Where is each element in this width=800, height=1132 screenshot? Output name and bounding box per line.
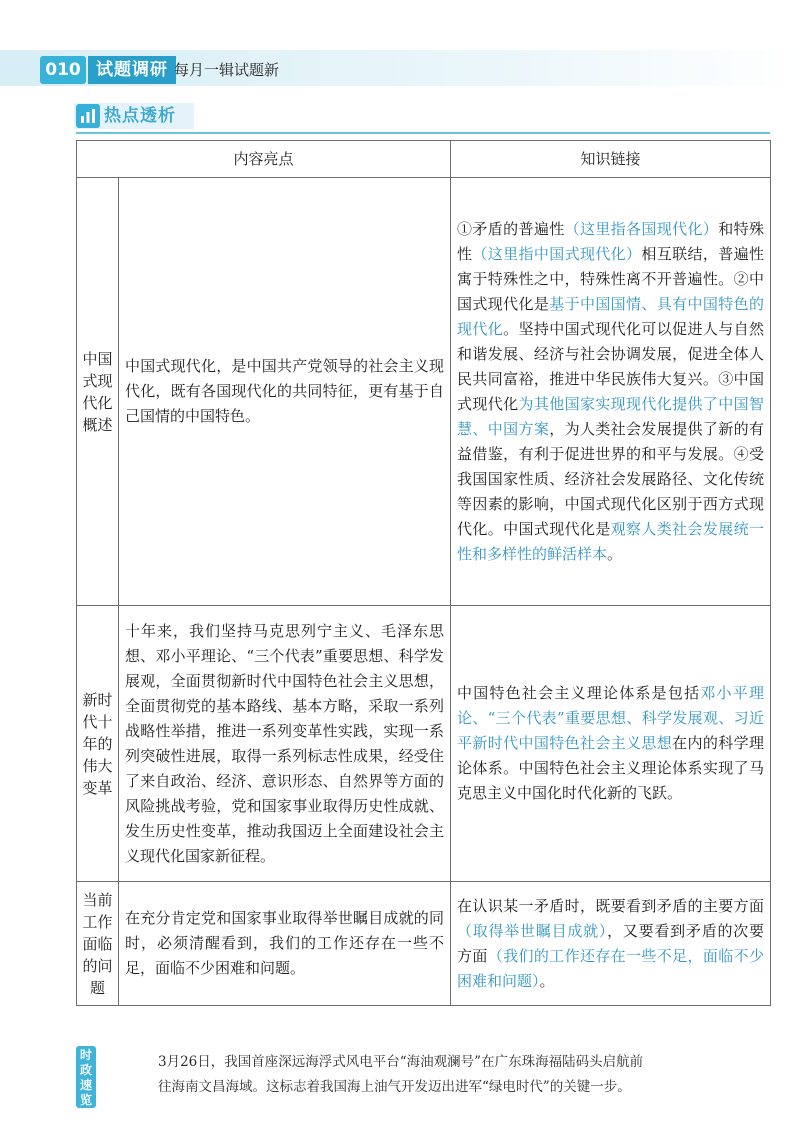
news-tag: 时政速览 xyxy=(76,1046,96,1108)
row-category: 新时代十年的伟大变革 xyxy=(77,606,119,882)
news-line: 3月26日，我国首座深远海浮式风电平台“海油观澜号”在广东珠海福陆码头启航前 xyxy=(158,1054,644,1070)
body-text: 。 xyxy=(539,971,555,990)
news-line: 往海南文昌海域。这标志着我国海上油气开发迈出进军“绿电时代”的关键一步。 xyxy=(158,1079,631,1095)
row-content xyxy=(119,178,451,606)
highlight-text: 观察人类社会发展统一性和多样性的鲜活样本 xyxy=(457,519,764,563)
column-header-content: 内容亮点 xyxy=(77,141,451,178)
body-text: 在充分肯定党和国家事业取得举世瞩目成就的同时，必须清醒看到，我们的工作还存在一些不足，面临不少困难和问题。 xyxy=(125,909,445,977)
table-row xyxy=(77,606,771,882)
body-text: 在认识某一矛盾时，既要看到矛盾的主要方面 xyxy=(457,896,765,915)
page-header xyxy=(0,0,800,140)
body-text: 。坚持中国式现代化可以促进人与自然和谐发展、经济与社会协调发展，促进全体人民共同富裕，推进中华民族伟大复兴。③中国式现代化 xyxy=(457,319,765,413)
body-text: 十年来，我们坚持马克思列宁主义、毛泽东思想、邓小平理论、“三个代表”重要思想、科学发展观，全面贯彻新时代中国特色社会主义思想，全面贯彻党的基本路线、基本方略，采取一系列战略性举措，推进一系列变革性实践，实现一系列突破性进展，取得一系列标志性成果，经受住了来自政治、经济、意识形态、自然界等方面的风险挑战考验，党和国家事业取得历史性成就、发生历史性变革，推动我国迈上全面建设社会主义现代化国家新征程。 xyxy=(125,621,445,865)
body-text: 中国特色社会主义理论体系是包括 xyxy=(457,684,701,702)
row-category: 当前工作面临的问题 xyxy=(77,882,119,1006)
highlight-text: 为其他国家实现现代化提供了中国智慧、中国方案 xyxy=(457,394,764,438)
highlight-text: 基于中国国情、具有中国特色的现代化 xyxy=(457,294,764,338)
row-content xyxy=(119,606,451,882)
body-text: ，为人类社会发展提供了新的有益借鉴，有利于促进世界的和平与发展。④受我国国家性质、经济社会发展路径、文化传统等因素的影响，中国式现代化区别于西方式现代化。中国式现代化是 xyxy=(457,419,765,538)
table-row xyxy=(77,178,771,606)
highlight-text: （这里指中国式现代化） xyxy=(472,244,642,263)
highlight-text: 邓小平理论、“三个代表”重要思想、科学发展观、习近平新时代中国特色社会主义思想 xyxy=(457,684,765,752)
news-text xyxy=(158,1050,768,1100)
section-subtitle: 每月一辑试题新 xyxy=(174,61,280,79)
news-footer xyxy=(76,1046,770,1107)
hot-topic-title: 热点透析 xyxy=(104,106,176,126)
row-knowledge-link xyxy=(451,882,771,1006)
column-header-link: 知识链接 xyxy=(451,141,771,178)
row-category: 中国式现代化概述 xyxy=(77,178,119,606)
body-text: 和特殊性 xyxy=(457,219,764,263)
page-number: 010 xyxy=(40,56,86,84)
table-row xyxy=(77,882,771,1006)
row-knowledge-link xyxy=(451,178,771,606)
section-title: 试题调研 xyxy=(88,56,176,84)
highlight-text: （取得举世瞩目成就） xyxy=(457,921,608,940)
highlight-text: （这里指各国现代化） xyxy=(564,219,719,238)
body-text: 中国式现代化，是中国共产党领导的社会主义现代化，既有各国现代化的共同特征，更有基于自己国情的中国特色。 xyxy=(125,357,445,425)
table-header-row xyxy=(77,141,771,178)
divider xyxy=(76,132,770,134)
body-text: ①矛盾的普遍性 xyxy=(457,219,565,238)
body-text: 。 xyxy=(607,544,623,563)
analysis-table xyxy=(76,140,771,1006)
row-knowledge-link xyxy=(451,606,771,882)
highlight-text: （我们的工作还存在一些不足，面临不少困难和问题） xyxy=(457,946,764,990)
body-text: ，又要看到矛盾的次要方面 xyxy=(457,921,764,965)
body-text: 相互联结，普遍性寓于特殊性之中，特殊性离不开普遍性。②中国式现代化是 xyxy=(457,244,765,313)
bar-chart-icon xyxy=(76,104,100,128)
row-content xyxy=(119,882,451,1006)
body-text: 在内的科学理论体系。中国特色社会主义理论体系实现了马克思主义中国化时代化新的飞跃。 xyxy=(457,734,765,802)
